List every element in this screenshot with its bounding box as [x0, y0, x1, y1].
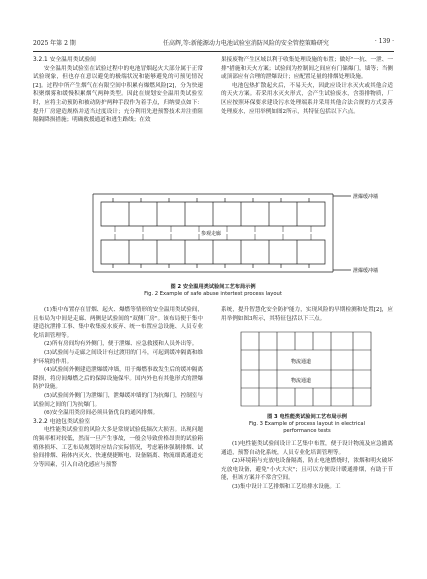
header-rule: [33, 51, 394, 52]
paragraph: (1)集中布置存在冒烟、起火、爆燃等情形的安全温用类试验间，且布局为中间是走廊、两侧是试验间的"双侧厂房"。该布局便于集中建造抗泄排工事、集中收集废水废弃、统一布置应急设施、人员专业化培训管理等。: [33, 307, 203, 339]
left-column-bottom: [33, 306, 203, 469]
label-logistics-1: 物流通道: [291, 359, 312, 365]
figure-3-caption-cn: 图 3 电性能类试验间工艺布局示例: [267, 414, 347, 420]
paragraph: (5)试验间外侧门为泄爆门，泄爆缓冲墙的门为抗爆门，控制室与试验间之间的门为抗爆门。: [33, 392, 203, 408]
paragraph: (2)所有房间均有外侧门，便于泄爆、应急救援和人员外出等。: [44, 341, 198, 348]
figure-2-caption-en: Fig. 2 Example of safe abuse intertest process layout: [144, 291, 282, 297]
left-column-top: [33, 56, 203, 125]
paragraph: (2)环境箱与充放电设备隔离，防止电池燃烧时，浓烟和明火破坏充放电设备，避免"小火大灾"；且可以方便设计暖通排烟，有助于节能，但该方案并不常含空间。: [221, 458, 393, 482]
figure-3-caption-en-1: Fig. 3 Example of process layout in electrical: [249, 421, 365, 427]
layout-diagram: [221, 330, 393, 410]
section-heading: 3.2.1 安全温用类试验间: [33, 57, 96, 63]
right-column-top: [221, 56, 393, 116]
paragraph: 系统，提升智慧化安全防护能力，实现风险的早期检测和处置[2]，应用举例如图3所示，其特征包括以下三点。: [221, 307, 393, 322]
paragraph: (1)电性能类试验间设计工艺集中布置，便于设计物流及应急撤离通道，预警自动化系统，人员专业化培训管理等。: [221, 441, 393, 456]
layout-diagram: [33, 188, 393, 280]
paragraph: 电池包热扩散起火后，不易天火，因此应设计水灭火或其他合适的天火方案。若采用水灭火形式，会产生试验废水，含墨排物质，厂区应按照环保要求建设污水处理端系并采用其他合法合规的方式妥善处理废水，应用举例如图2所示，其特征包括以下六点。: [221, 82, 393, 115]
label-logistics-2: 物流通道: [291, 378, 312, 384]
right-column-bottom: [221, 440, 393, 492]
paragraph: 电性能类试验室的风险大多是常规试验低频次大损害。出现问题的频率相对较低，然而一旦产生事故，一般会导致价格昂贵的试验箱殖体损坏、工艺布局规划时应结合实际情况，考虑箱体强制排烟、试验间排烟、箱体内灭火、快速便捷断电、设备隔离、物流细离通道充分等因素，引入自动化感应与预警: [33, 427, 203, 468]
figure-3: [221, 330, 393, 436]
label-blast-wall-bottom: 泄爆缓冲墙: [353, 268, 379, 274]
article-title: 任高辉,等:新能源动力电池试验室消防风险的安全管控策略研究: [163, 40, 329, 47]
label-corridor: 参观走廊: [201, 231, 222, 237]
running-header: [33, 38, 394, 50]
section-heading: 3.2.2 电池包类试验室: [33, 418, 91, 425]
figure-2-caption-cn: 图 2 安全温用类试验间工艺布局示例: [170, 284, 256, 290]
label-blast-wall-top: 泄爆缓冲墙: [353, 194, 379, 200]
paragraph: (4)试验间外侧建造泄爆缓冲墙，用于爆燃事故发生后的缓冲隔离降损，将房间爆燃之后的保障设施保牢。国内外也有其他形式的泄爆防护设施。: [33, 367, 203, 391]
paragraph: (3)试验间与走廊之间设计有过渡用的门斗，可起到缓冲隔离和维护环境的作用。: [33, 349, 203, 365]
right-column-mid: [221, 306, 393, 323]
issue-label: 2025 年第 2 期: [33, 40, 76, 47]
paragraph: 果接废物产生区域以利于收集处理设施的布置；做好"一抗、一泄、一排"措施和天火方案；试验间为控制间之间应有门储爆门，墙等；当侧或顶部应有合理的泄爆设计；应配置足量的排烟处理设施。: [221, 57, 393, 81]
figure-2: [33, 188, 393, 301]
paragraph: (6)安全温用类房间必须具备优良的通风排烟。: [44, 410, 159, 417]
figure-3-caption-en-2: performance tests: [283, 428, 331, 434]
paragraph: 安全温用类试验室在试验过程中的电池冒烟起火大部分属于正常试验现象，但也存在意以避免的极端状况和能够避免的可预见情况[2]。过程中所产生烟气在有限空间中积累有爆燃风险[2]，分为快速积聚烟雾和缓慢积累烟气两种类型。因此在规划安全温用类试验室时，应将主动预防和被动防护两种手段作为着手点，归纳要点如下：提升厂房建造规格并适当过度设计；充分利用先进预警技术并注重阻隔隔降损措施；明确救援通道和逃生路线；在效: [33, 65, 203, 124]
page-number: · 139 ·: [374, 38, 394, 45]
paragraph: (3)集中设计工艺排烟和工艺给排水设施。工: [232, 483, 341, 490]
